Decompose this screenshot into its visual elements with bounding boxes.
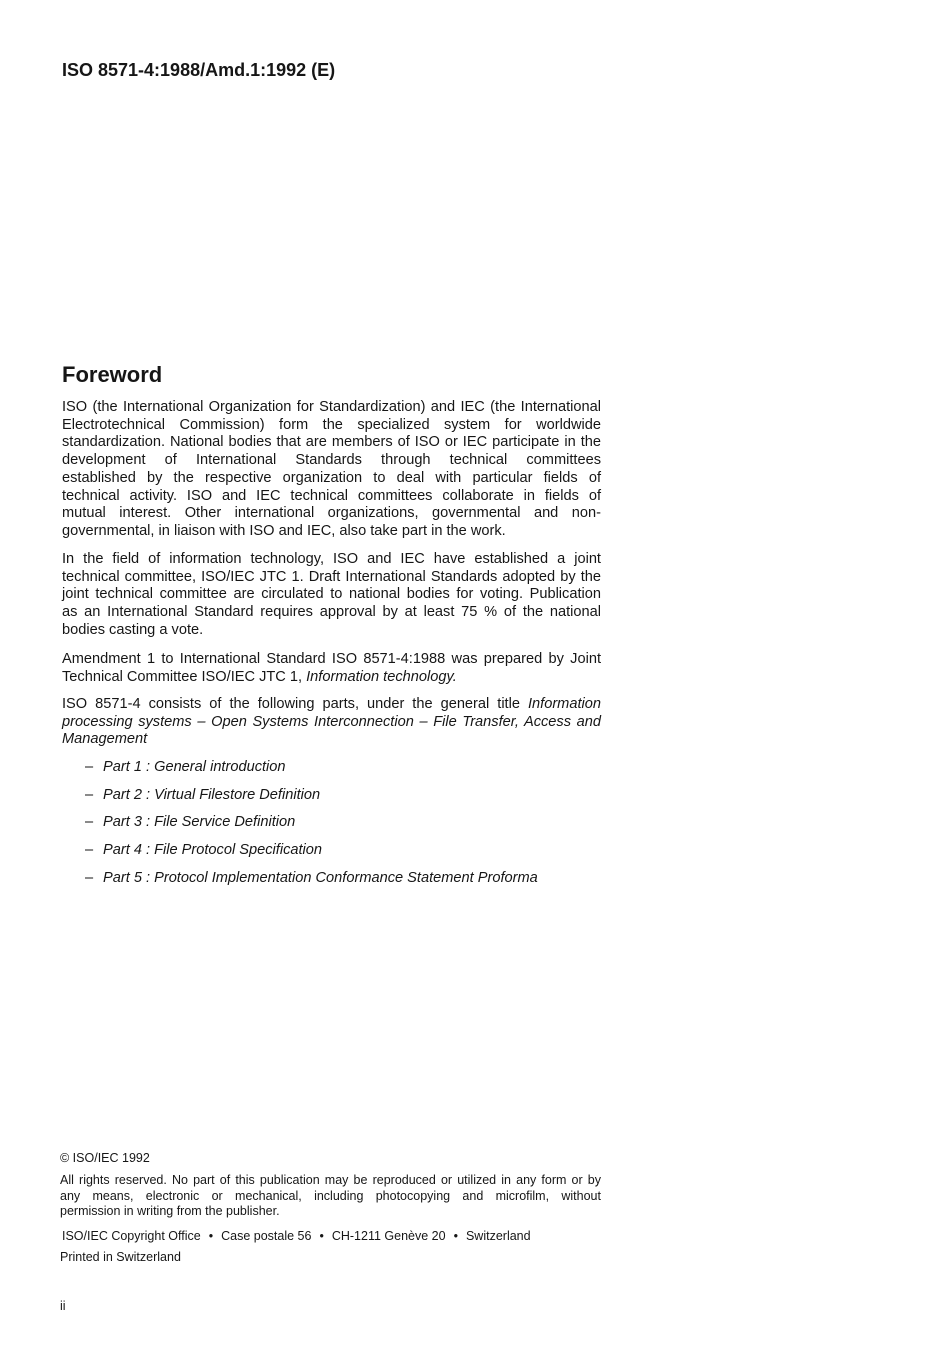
paragraph-line: Electrotechnical Commission) form the specialized system for worldwide <box>62 416 601 433</box>
parts-intro-text: ISO 8571-4 consists of the following parts, under the general title <box>62 696 520 712</box>
document-designation: ISO 8571-4:1988/Amd.1:1992 (E) <box>62 60 336 80</box>
foreword-heading: Foreword <box>62 362 163 387</box>
office-city: CH-1211 Genève 20 <box>331 1229 446 1243</box>
list-marker: – <box>85 759 94 775</box>
list-marker: – <box>85 814 94 831</box>
paragraph-line: governmental, in liaison with ISO and IEC, also take part in the work. <box>62 522 506 539</box>
rights-statement <box>60 1173 601 1220</box>
list-item <box>0 759 700 777</box>
paragraph-line: technical committee, ISO/IEC JTC 1. Draft International Standards adopted by the <box>62 568 601 585</box>
general-title: Management <box>62 731 148 748</box>
paragraph-line <box>62 669 601 687</box>
office-name: ISO/IEC Copyright Office <box>62 1229 201 1243</box>
foreword-paragraph-1 <box>62 399 601 541</box>
paragraph-line: as an International Standard requires approval by at least 75 % of the national <box>62 604 601 621</box>
office-postbox: Case postale 56 <box>221 1229 312 1243</box>
list-item <box>0 870 700 888</box>
copyright-office-address <box>62 1229 531 1245</box>
paragraph-line: ISO (the International Organization for Standardization) and IEC (the International <box>62 399 601 415</box>
general-title: processing systems – Open Systems Interconnection – File Transfer, Access and <box>62 713 601 730</box>
paragraph-line: development of International Standards through technical committees <box>62 452 601 469</box>
page-number: ii <box>60 1299 66 1313</box>
part-title: Part 4 : File Protocol Specification <box>103 842 323 859</box>
list-marker: – <box>85 869 94 886</box>
paragraph-line: established by the respective organization to deal with particular fields of <box>62 469 601 486</box>
list-item <box>0 842 700 860</box>
bullet-separator: • <box>319 1229 324 1243</box>
rights-line: All rights reserved. No part of this publication may be reproduced or utilized in any form or by <box>60 1173 601 1187</box>
paragraph-line: technical activity. ISO and IEC technical committees collaborate in fields of <box>62 487 601 504</box>
office-country: Switzerland <box>465 1229 531 1243</box>
bullet-separator: • <box>453 1229 458 1243</box>
part-title: Part 3 : File Service Definition <box>103 814 296 831</box>
paragraph-line: standardization. National bodies that are members of ISO or IEC participate in the <box>62 434 601 451</box>
paragraph-line <box>62 696 601 714</box>
paragraph-line: In the field of information technology, ISO and IEC have established a joint <box>62 551 601 567</box>
rights-line: any means, electronic or mechanical, including photocopying and microfilm, without <box>60 1188 601 1203</box>
copyright-notice: © ISO/IEC 1992 <box>60 1151 150 1165</box>
parts-list <box>0 759 700 898</box>
bullet-separator: • <box>208 1229 214 1243</box>
paragraph-line: Amendment 1 to International Standard ISO 8571-4:1988 was prepared by Joint <box>62 651 601 667</box>
printed-in: Printed in Switzerland <box>60 1250 181 1264</box>
list-item <box>0 787 700 805</box>
list-marker: – <box>85 786 94 803</box>
parts-intro-paragraph <box>62 696 601 749</box>
foreword-paragraph-2 <box>62 551 601 640</box>
list-marker: – <box>85 842 94 859</box>
list-item <box>0 814 700 832</box>
amendment-paragraph <box>62 651 601 686</box>
committee-text: Technical Committee ISO/IEC JTC 1, <box>62 668 303 685</box>
paragraph-line: bodies casting a vote. <box>62 621 204 638</box>
paragraph-line: mutual interest. Other international organizations, governmental and non- <box>62 505 601 522</box>
rights-line: permission in writing from the publisher. <box>60 1204 280 1218</box>
committee-title: Information technology. <box>306 668 457 685</box>
paragraph-line: joint technical committee are circulated to national bodies for voting. Publication <box>62 586 601 603</box>
part-title: Part 5 : Protocol Implementation Conformance Statement Proforma <box>103 869 538 886</box>
part-title: Part 1 : General introduction <box>103 759 286 775</box>
part-title: Part 2 : Virtual Filestore Definition <box>103 786 321 803</box>
general-title: Information <box>527 696 601 712</box>
